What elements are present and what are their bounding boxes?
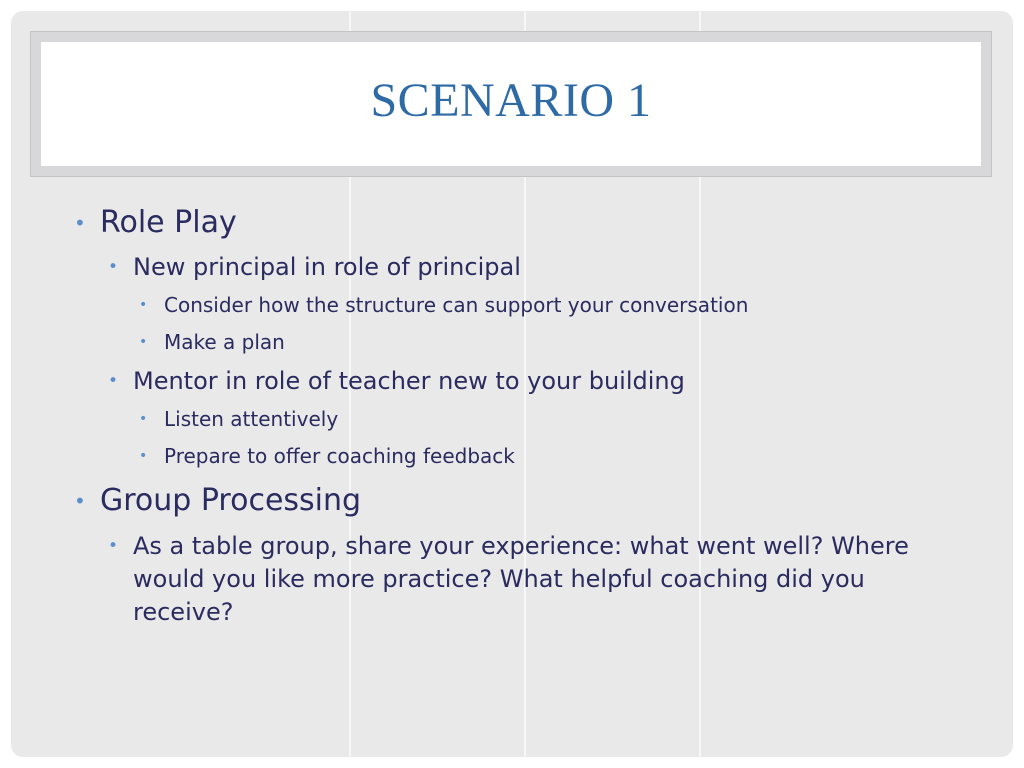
bullet-text: Listen attentively [164,407,339,431]
bullet-item-table-group [108,530,933,629]
slide-title: SCENARIO 1 [370,74,652,127]
bullet-icon: • [108,536,119,556]
bullet-icon: • [108,257,119,277]
bullet-text: Group Processing [100,483,362,518]
bullet-icon: • [139,411,148,427]
bullet-icon: • [139,448,148,464]
bullet-item-listen [139,405,338,433]
bullet-item-group-processing [74,483,361,519]
bullet-icon: • [108,371,119,391]
bullet-content [11,11,1013,757]
slide [11,11,1013,757]
bullet-item-consider-structure [139,291,748,319]
bullet-text: Make a plan [164,330,285,354]
bullet-item-mentor-role [108,365,685,398]
bullet-icon: • [139,334,148,350]
bullet-item-role-play [74,205,237,241]
bullet-text: Role Play [100,205,237,240]
bullet-icon: • [139,297,148,313]
bullet-item-new-principal [108,251,521,284]
bullet-text: Prepare to offer coaching feedback [164,444,515,468]
bullet-icon: • [74,211,86,235]
bullet-text: As a table group, share your experience: what went well? Where would you like more practice? What helpful coaching did you receive? [133,532,909,626]
bullet-text: Mentor in role of teacher new to your building [133,367,685,395]
bullet-text: New principal in role of principal [133,253,521,281]
bullet-item-prepare-feedback [139,442,515,470]
bullet-icon: • [74,489,86,513]
bullet-text: Consider how the structure can support your conversation [164,293,749,317]
bullet-item-make-plan [139,328,285,356]
